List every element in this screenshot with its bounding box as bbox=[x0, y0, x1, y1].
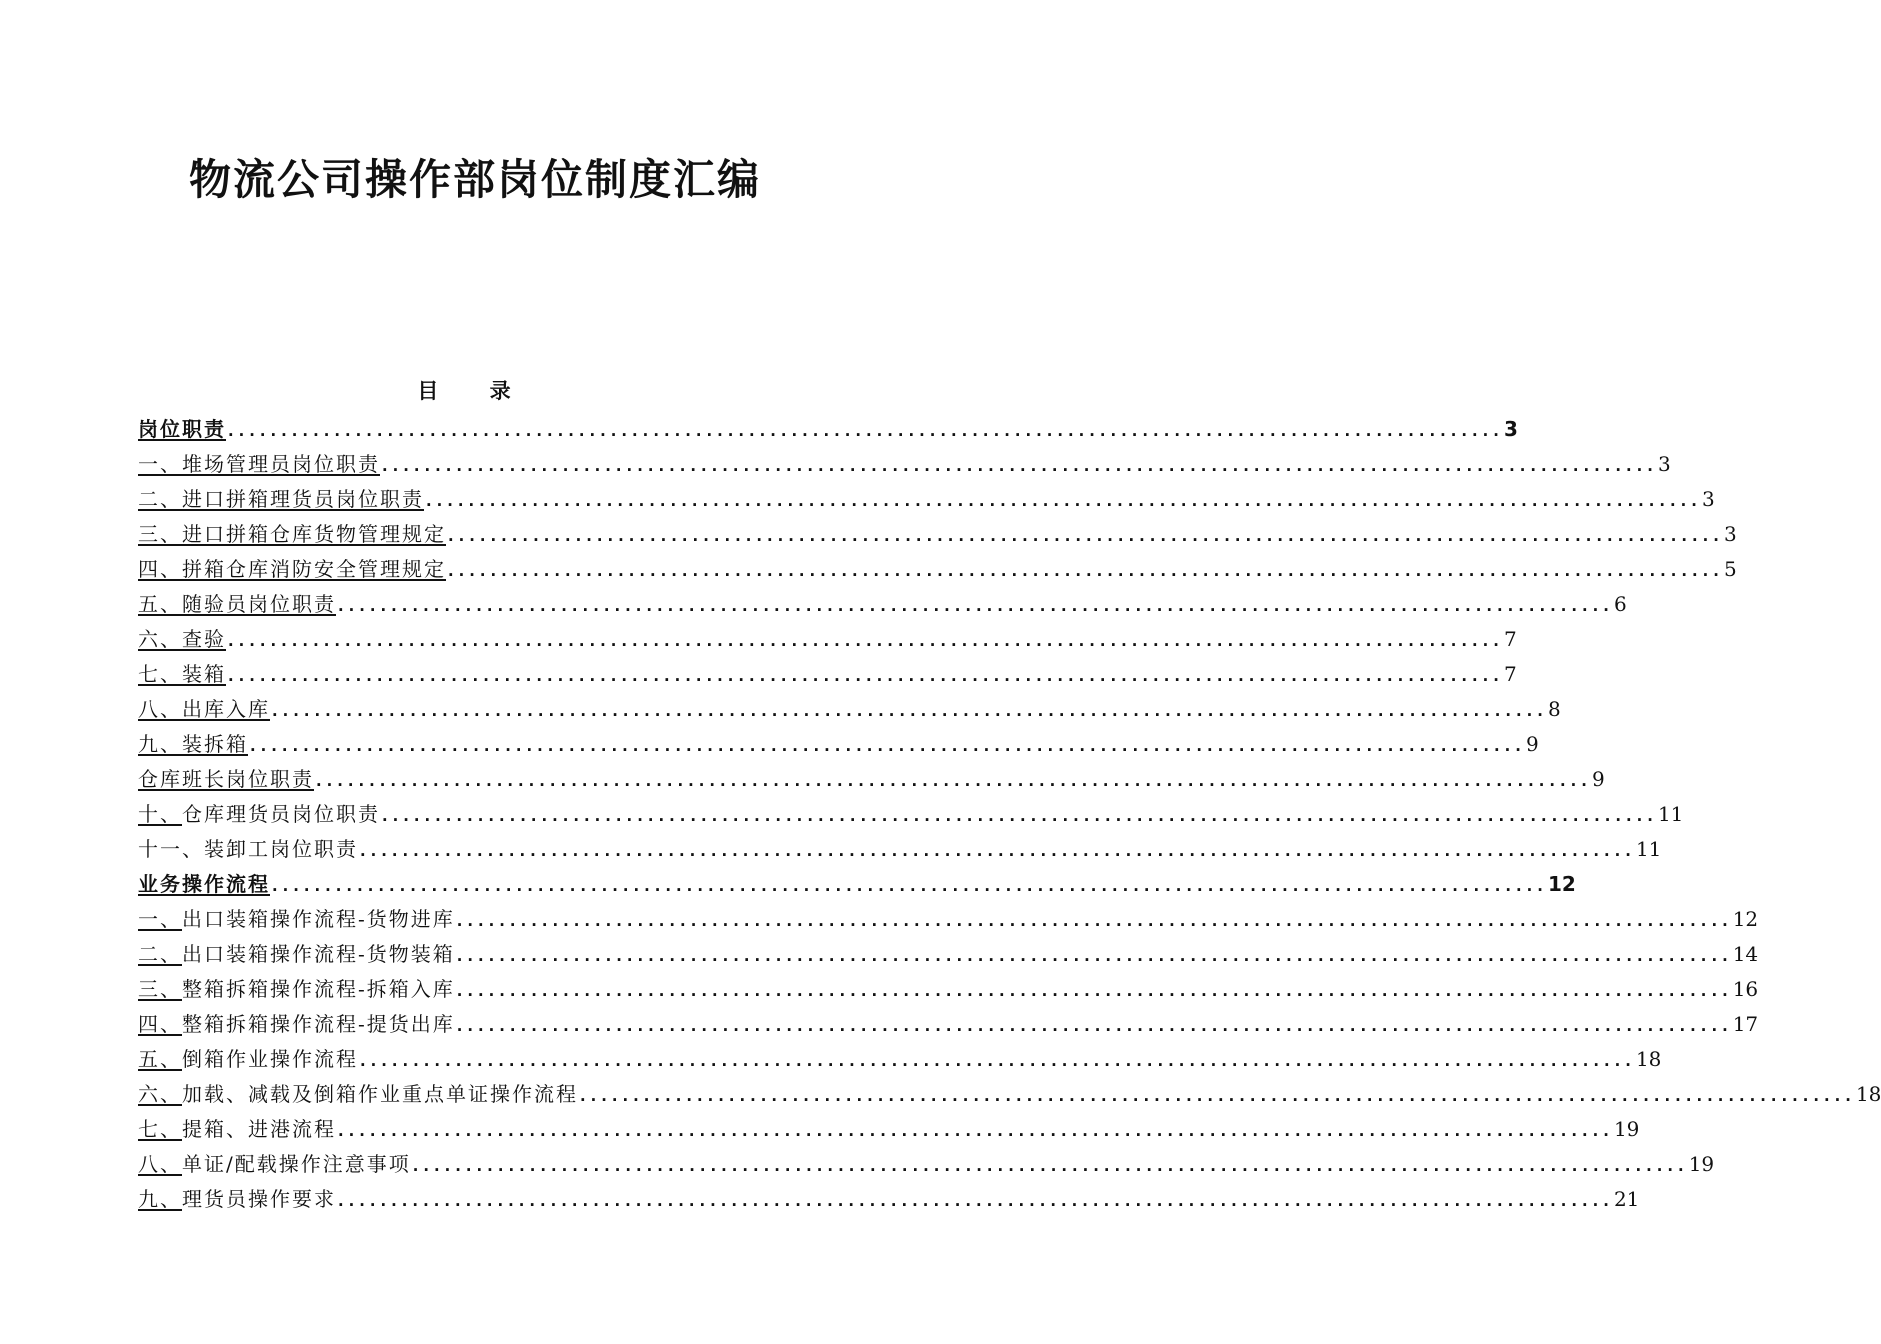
toc-entry[interactable] bbox=[138, 692, 1561, 727]
toc-entry-number: 六、 bbox=[138, 627, 182, 651]
toc-page-number: 18 bbox=[1635, 1047, 1662, 1071]
toc-dot-leader: ........................................................................................................................ bbox=[380, 456, 1656, 475]
toc-entry-title: 装卸工岗位职责 bbox=[204, 837, 358, 861]
toc-dot-leader: ........................................................................................................................ bbox=[336, 1121, 1612, 1140]
toc-dot-leader: ........................................................................................................................ bbox=[226, 631, 1502, 650]
toc-entry-title: 单证/配载操作注意事项 bbox=[182, 1152, 411, 1176]
toc-entry[interactable] bbox=[138, 1077, 1881, 1112]
toc-dot-leader: ........................................................................................................................ bbox=[380, 806, 1656, 825]
toc-entry-number: 一、 bbox=[138, 907, 182, 931]
toc-dot-leader: ........................................................................................................................ bbox=[410, 1156, 1687, 1175]
toc-entry-number: 六、 bbox=[138, 1082, 182, 1106]
toc-page-number: 3 bbox=[1503, 417, 1518, 441]
toc-entry-number: 四、 bbox=[138, 1012, 182, 1036]
toc-entry-number: 三、 bbox=[138, 522, 182, 546]
toc-entry[interactable] bbox=[138, 902, 1759, 937]
toc-entry-title: 整箱拆箱操作流程-拆箱入库 bbox=[182, 977, 455, 1001]
toc-entry-label[interactable] bbox=[138, 937, 455, 972]
toc-page-number: 17 bbox=[1732, 1012, 1759, 1036]
toc-entry-number: 四、 bbox=[138, 557, 182, 581]
toc-entry-number: 一、 bbox=[138, 452, 182, 476]
toc-entry-label[interactable] bbox=[138, 727, 248, 762]
toc-entry-title: 仓库理货员岗位职责 bbox=[182, 802, 380, 826]
toc-dot-leader: ........................................................................................................................ bbox=[424, 491, 1700, 510]
toc-entry-title: 提箱、进港流程 bbox=[182, 1117, 336, 1141]
toc-dot-leader: ........................................................................................................................ bbox=[226, 666, 1502, 685]
toc-entry-label[interactable] bbox=[138, 1147, 411, 1182]
toc-entry[interactable] bbox=[138, 1147, 1715, 1182]
toc-entry[interactable] bbox=[138, 517, 1737, 552]
toc-entry[interactable] bbox=[138, 1007, 1759, 1042]
toc-entry-number: 十一、 bbox=[138, 837, 204, 861]
toc-entry-title: 仓库班长岗位职责 bbox=[138, 767, 314, 791]
toc-page-number: 3 bbox=[1723, 522, 1737, 546]
toc-entry-label[interactable] bbox=[138, 867, 270, 902]
toc-entry[interactable] bbox=[138, 482, 1715, 517]
toc-page-number: 7 bbox=[1503, 662, 1517, 686]
toc-dot-leader: ........................................................................................................................ bbox=[226, 421, 1502, 440]
toc-entry-label[interactable] bbox=[138, 1042, 358, 1077]
toc-page-number: 12 bbox=[1547, 872, 1576, 896]
toc-page-number: 7 bbox=[1503, 627, 1517, 651]
toc-entry-number: 五、 bbox=[138, 592, 182, 616]
toc-entry-title: 装箱 bbox=[182, 662, 226, 686]
document-title: 物流公司操作部岗位制度汇编 bbox=[188, 155, 761, 204]
toc-entry-label[interactable] bbox=[138, 692, 270, 727]
toc-entry-label[interactable] bbox=[138, 1112, 336, 1147]
toc-entry-title: 随验员岗位职责 bbox=[182, 592, 336, 616]
toc-entry-number: 二、 bbox=[138, 942, 182, 966]
toc-entry[interactable] bbox=[138, 937, 1759, 972]
toc-entry-title: 进口拼箱理货员岗位职责 bbox=[182, 487, 424, 511]
toc-page-number: 16 bbox=[1732, 977, 1759, 1001]
toc-entry-title: 出口装箱操作流程-货物装箱 bbox=[182, 942, 455, 966]
toc-page-number: 9 bbox=[1525, 732, 1539, 756]
toc-entry-label[interactable] bbox=[138, 1077, 578, 1112]
toc-entry-number: 十、 bbox=[138, 802, 182, 826]
toc-entry-title: 拼箱仓库消防安全管理规定 bbox=[182, 557, 446, 581]
toc-page-number: 19 bbox=[1613, 1117, 1640, 1141]
toc-page-number: 8 bbox=[1547, 697, 1561, 721]
toc-entry-number: 二、 bbox=[138, 487, 182, 511]
toc-entry[interactable] bbox=[138, 622, 1517, 657]
toc-entry-title: 倒箱作业操作流程 bbox=[182, 1047, 358, 1071]
toc-entry-number: 七、 bbox=[138, 1117, 182, 1141]
toc-entry-number: 七、 bbox=[138, 662, 182, 686]
toc-entry-label[interactable] bbox=[138, 587, 336, 622]
toc-entry-title: 业务操作流程 bbox=[138, 872, 270, 896]
toc-entry-label[interactable] bbox=[138, 1007, 455, 1042]
toc-heading: 目 录 bbox=[417, 379, 533, 403]
toc-entry-title: 出口装箱操作流程-货物进库 bbox=[182, 907, 455, 931]
toc-dot-leader: ........................................................................................................................ bbox=[454, 1016, 1731, 1035]
toc-entry[interactable] bbox=[138, 657, 1517, 692]
toc-entry-title: 进口拼箱仓库货物管理规定 bbox=[182, 522, 446, 546]
toc-entry[interactable] bbox=[138, 412, 1518, 447]
toc-page-number: 5 bbox=[1723, 557, 1737, 581]
toc-entry[interactable] bbox=[138, 727, 1539, 762]
toc-page-number: 21 bbox=[1613, 1187, 1640, 1211]
toc-dot-leader: ........................................................................................................................ bbox=[454, 981, 1731, 1000]
toc-entry[interactable] bbox=[138, 447, 1671, 482]
toc-dot-leader: ........................................................................................................................ bbox=[248, 736, 1524, 755]
toc-entry-label[interactable] bbox=[138, 552, 446, 587]
toc-entry[interactable] bbox=[138, 797, 1684, 832]
toc-page-number: 3 bbox=[1701, 487, 1715, 511]
toc-page-number: 6 bbox=[1613, 592, 1627, 616]
toc-page-number: 18 bbox=[1855, 1082, 1881, 1106]
toc-page-number: 11 bbox=[1635, 837, 1662, 861]
toc-dot-leader: ........................................................................................................................ bbox=[446, 561, 1722, 580]
toc-entry[interactable] bbox=[138, 1182, 1640, 1217]
toc-dot-leader: ........................................................................................................................ bbox=[336, 596, 1612, 615]
toc-dot-leader: ........................................................................................................................ bbox=[336, 1191, 1612, 1210]
toc-page-number: 19 bbox=[1688, 1152, 1715, 1176]
toc-entry[interactable] bbox=[138, 587, 1627, 622]
toc-entry[interactable] bbox=[138, 832, 1662, 867]
toc-entry[interactable] bbox=[138, 867, 1576, 902]
toc-entry-title: 装拆箱 bbox=[182, 732, 248, 756]
toc-entry-label[interactable] bbox=[138, 482, 424, 517]
toc-entry-title: 加载、减载及倒箱作业重点单证操作流程 bbox=[182, 1082, 578, 1106]
toc-entry-number: 八、 bbox=[138, 697, 182, 721]
toc-entry-number: 五、 bbox=[138, 1047, 182, 1071]
toc-entry-number: 九、 bbox=[138, 1187, 182, 1211]
toc-dot-leader: ........................................................................................................................ bbox=[270, 876, 1546, 895]
toc-entry-label[interactable] bbox=[138, 447, 380, 482]
toc-entry-number: 八、 bbox=[138, 1152, 182, 1176]
toc-entry-title: 堆场管理员岗位职责 bbox=[182, 452, 380, 476]
toc-entry-number: 三、 bbox=[138, 977, 182, 1001]
toc-entry-label[interactable] bbox=[138, 1182, 336, 1217]
toc-dot-leader: ........................................................................................................................ bbox=[454, 911, 1731, 930]
toc-dot-leader: ........................................................................................................................ bbox=[446, 526, 1722, 545]
toc-entry-title: 整箱拆箱操作流程-提货出库 bbox=[182, 1012, 455, 1036]
toc-page-number: 12 bbox=[1732, 907, 1759, 931]
toc-page-number: 3 bbox=[1657, 452, 1671, 476]
toc-entry-label[interactable] bbox=[138, 902, 455, 937]
toc-entry-label[interactable] bbox=[138, 412, 226, 447]
toc-entry-label[interactable] bbox=[138, 657, 226, 692]
toc-entry-title: 出库入库 bbox=[182, 697, 270, 721]
toc-page-number: 14 bbox=[1732, 942, 1759, 966]
toc-entry-label[interactable] bbox=[138, 832, 358, 867]
toc-entry-number: 九、 bbox=[138, 732, 182, 756]
toc-entry[interactable] bbox=[138, 762, 1605, 797]
toc-dot-leader: ........................................................................................................................ bbox=[358, 841, 1634, 860]
toc-dot-leader: ........................................................................................................................ bbox=[270, 701, 1546, 720]
toc-entry-label[interactable] bbox=[138, 972, 455, 1007]
toc-entry-label[interactable] bbox=[138, 517, 446, 552]
toc-page-number: 11 bbox=[1657, 802, 1684, 826]
toc-dot-leader: ........................................................................................................................ bbox=[578, 1086, 1854, 1105]
toc-entry[interactable] bbox=[138, 552, 1737, 587]
toc-dot-leader: ........................................................................................................................ bbox=[358, 1051, 1634, 1070]
toc-entry-title: 查验 bbox=[182, 627, 226, 651]
toc-dot-leader: ........................................................................................................................ bbox=[454, 946, 1731, 965]
toc-entry-label[interactable] bbox=[138, 797, 380, 832]
toc-entry[interactable] bbox=[138, 1112, 1640, 1147]
toc-dot-leader: ........................................................................................................................ bbox=[314, 771, 1590, 790]
toc-entry[interactable] bbox=[138, 972, 1759, 1007]
table-of-contents bbox=[138, 412, 1881, 1217]
toc-entry-label[interactable] bbox=[138, 762, 314, 797]
toc-page-number: 9 bbox=[1591, 767, 1605, 791]
toc-entry-label[interactable] bbox=[138, 622, 226, 657]
toc-entry-title: 理货员操作要求 bbox=[182, 1187, 336, 1211]
toc-entry-title: 岗位职责 bbox=[138, 417, 226, 441]
toc-entry[interactable] bbox=[138, 1042, 1662, 1077]
